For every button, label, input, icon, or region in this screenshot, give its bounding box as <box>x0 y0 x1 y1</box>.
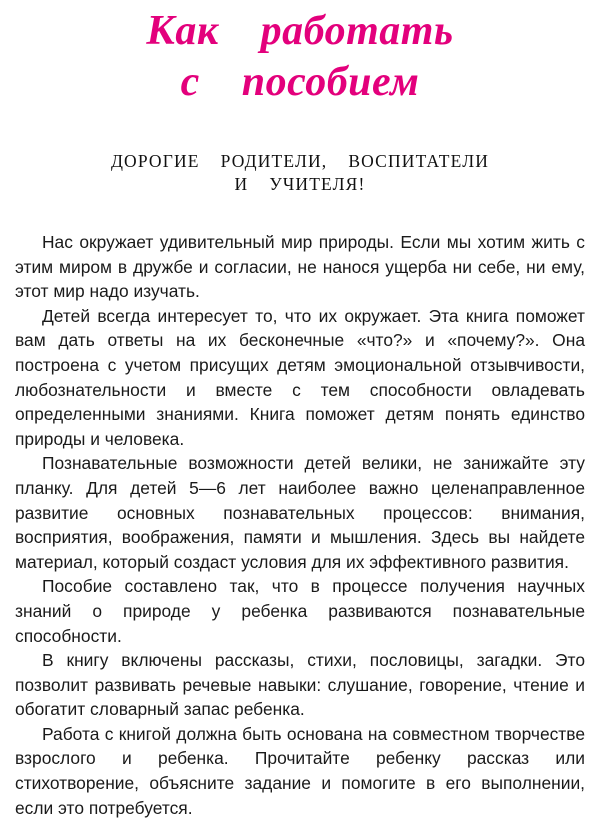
page-title <box>0 0 600 108</box>
salutation-heading <box>0 150 600 196</box>
page-title-line-1: Как работать <box>146 8 454 54</box>
body-paragraph: В книгу включены рассказы, стихи, пословицы, загадки. Это позволит развивать речевые навыки: слушание, говорение, чтение и обогатит словарный запас ребенка. <box>15 650 585 720</box>
page-title-line-2: с пособием <box>180 59 420 105</box>
body-paragraph: Нас окружает удивительный мир природы. Если мы хотим жить с этим миром в дружбе и согласии, не нанося ущерба ни себе, ни ему, этот мир надо изучать. <box>15 232 585 302</box>
body-text <box>0 230 600 820</box>
body-paragraph: Пособие составлено так, что в процессе получения научных знаний о природе у ребенка развиваются познавательные способности. <box>15 576 585 646</box>
salutation-line-1: ДОРОГИЕ РОДИТЕЛИ, ВОСПИТАТЕЛИ <box>110 151 490 171</box>
body-paragraph: Работа с книгой должна быть основана на совместном творчестве взрослого и ребенка. Прочитайте ребенку рассказ или стихотворение, объясните задание и помогите в его выполнении, если это потребуется. <box>15 723 585 818</box>
salutation-line-2: И УЧИТЕЛЯ! <box>234 174 366 194</box>
body-paragraph: Детей всегда интересует то, что их окружает. Эта книга поможет вам дать ответы на их бесконечные «что?» и «почему?». Она построена с учетом присущих детям эмоциональной отзывчивости, любознательности и вместе с тем способности овладевать определенными знаниями. Книга поможет детям понять единство природы и человека. <box>15 305 585 449</box>
body-paragraph: Познавательные возможности детей велики, не занижайте эту планку. Для детей 5—6 лет наиболее важно целенаправленное развитие основных познавательных процессов: внимания, восприятия, воображения, памяти и мышления. Здесь вы найдете материал, который создаст условия для их эффективного развития. <box>15 453 585 572</box>
